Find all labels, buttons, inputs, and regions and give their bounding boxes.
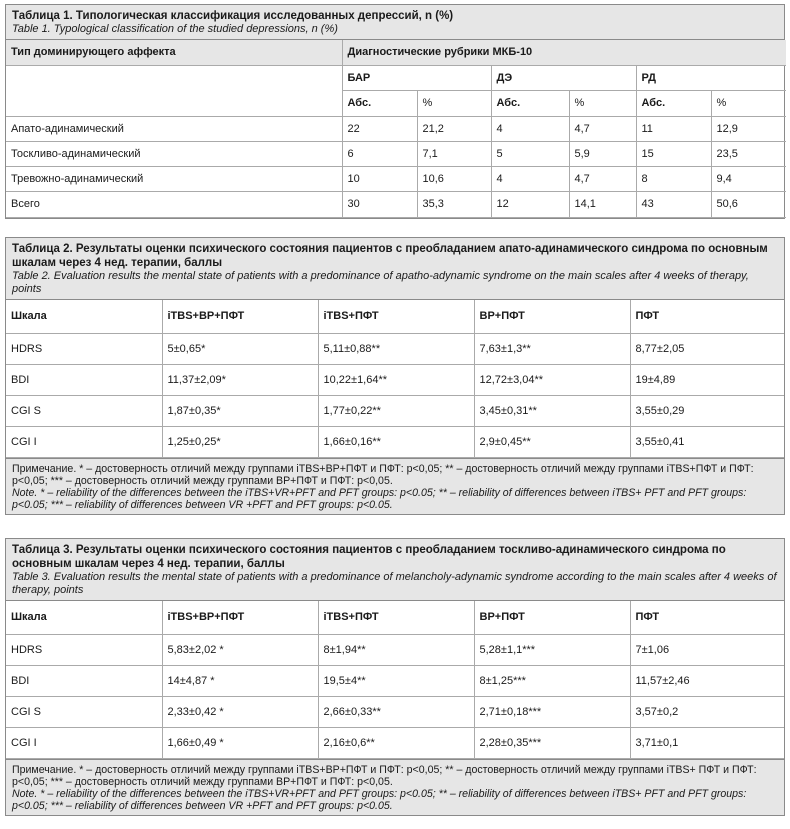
table-3: [5, 538, 785, 816]
table-1: [5, 4, 785, 219]
cell: 5: [491, 141, 569, 166]
cell: 4: [491, 166, 569, 191]
cell: 3,71±0,1: [630, 727, 784, 758]
table-2-title-ru: Таблица 2. Результаты оценки психического состояния пациентов с преобладанием апато-адинамического синдрома по основным шкалам через 4 нед. терапии, баллы: [12, 243, 768, 269]
t2-header-pft: ПФТ: [630, 300, 784, 333]
cell: 1,66±0,16**: [318, 426, 474, 457]
table-3-title-ru: Таблица 3. Результаты оценки психического состояния пациентов с преобладанием тоскливо-адинамического синдрома по основным шкалам через 4 нед. терапии, баллы: [12, 544, 726, 570]
cell: 21,2: [417, 116, 491, 141]
t1-group-bar: БАР: [342, 65, 491, 90]
cell: 14,1: [569, 191, 636, 217]
cell: 1,77±0,22**: [318, 395, 474, 426]
cell: 3,45±0,31**: [474, 395, 630, 426]
t1-sub-abs: Абс.: [491, 90, 569, 116]
row-label: CGI S: [6, 696, 162, 727]
cell: 15: [636, 141, 711, 166]
cell: 19±4,89: [630, 364, 784, 395]
cell: 7,1: [417, 141, 491, 166]
table-2-note-ru: Примечание. * – достоверность отличий между группами iTBS+ВР+ПФТ и ПФТ: p<0,05; ** – достоверность отличий между группами iTBS+ПФТ и ПФТ: p<0,05; *** – достоверность отличий между группами ВР+ПФТ и ПФТ: p<0,05.: [12, 462, 754, 487]
table-3-title-en: Table 3. Evaluation results the mental state of patients with a predominance of melancholy-adynamic syndrome according to the main scales after 4 weeks of therapy, points: [12, 571, 777, 596]
table-3-note: [6, 759, 784, 815]
t2-header-scale: Шкала: [6, 300, 162, 333]
cell: 5,9: [569, 141, 636, 166]
t1-sub-abs: Абс.: [342, 90, 417, 116]
t3-header-itbs-pft: iTBS+ПФТ: [318, 601, 474, 634]
cell: 5,83±2,02 *: [162, 634, 318, 665]
table-1-grid: [6, 40, 786, 218]
cell: 4,7: [569, 116, 636, 141]
t1-sub-abs: Абс.: [636, 90, 711, 116]
row-label: BDI: [6, 665, 162, 696]
cell: 14±4,87 *: [162, 665, 318, 696]
row-label: Тревожно-адинамический: [6, 166, 342, 191]
cell: 22: [342, 116, 417, 141]
table-row: [6, 426, 784, 457]
t1-sub-pct: %: [711, 90, 786, 116]
row-label: CGI S: [6, 395, 162, 426]
cell: 50,6: [711, 191, 786, 217]
row-label: Апато-адинамический: [6, 116, 342, 141]
cell: 1,66±0,49 *: [162, 727, 318, 758]
cell: 2,9±0,45**: [474, 426, 630, 457]
cell: 43: [636, 191, 711, 217]
cell: 6: [342, 141, 417, 166]
row-label: HDRS: [6, 634, 162, 665]
table-1-title-ru: Таблица 1. Типологическая классификация исследованных депрессий, n (%): [12, 10, 454, 22]
t3-header-scale: Шкала: [6, 601, 162, 634]
cell: 8: [636, 166, 711, 191]
cell: 7±1,06: [630, 634, 784, 665]
row-label: CGI I: [6, 727, 162, 758]
t1-sub-pct: %: [417, 90, 491, 116]
cell: 19,5±4**: [318, 665, 474, 696]
table-1-title-en: Table 1. Typological classification of the studied depressions, n (%): [12, 23, 338, 35]
cell: 2,71±0,18***: [474, 696, 630, 727]
cell: 8±1,25***: [474, 665, 630, 696]
table-2-grid: [6, 300, 784, 458]
cell: 5,11±0,88**: [318, 333, 474, 364]
cell: 9,4: [711, 166, 786, 191]
table-2-note-en: Note. * – reliability of the differences between the iTBS+VR+PFT and PFT groups: p<0.05; ** – reliability of differences between iTBS+ PFT and PFT groups: p<0.05; *** – reliability of differences between VR +PFT and PFT groups: p<0.05.: [12, 486, 747, 511]
cell: 4,7: [569, 166, 636, 191]
table-row: [6, 333, 784, 364]
table-row: [6, 665, 784, 696]
row-label: HDRS: [6, 333, 162, 364]
table-3-note-en: Note. * – reliability of the differences between the iTBS+VR+PFT and PFT groups: p<0.05; ** – reliability of differences between iTBS+ PFT and PFT groups: p<0.05; *** – reliability of differences between VR +PFT and PFT groups: p<0.05.: [12, 787, 747, 812]
cell: 3,57±0,2: [630, 696, 784, 727]
cell: 1,25±0,25*: [162, 426, 318, 457]
table-row: [6, 395, 784, 426]
row-label: CGI I: [6, 426, 162, 457]
t1-sub-pct: %: [569, 90, 636, 116]
cell: 23,5: [711, 141, 786, 166]
cell: 2,33±0,42 *: [162, 696, 318, 727]
cell: 12: [491, 191, 569, 217]
cell: 1,87±0,35*: [162, 395, 318, 426]
table-row: [6, 116, 786, 141]
cell: 4: [491, 116, 569, 141]
table-row: [6, 166, 786, 191]
table-3-note-ru: Примечание. * – достоверность отличий между группами iTBS+ВР+ПФТ и ПФТ: p<0,05; ** – достоверность отличий между группами iTBS+ ПФТ и ПФТ: p<0,05; *** – достоверность отличий между группами ВР+ПФТ и ПФТ: p<0,05.: [12, 763, 757, 788]
cell: 5±0,65*: [162, 333, 318, 364]
table-2: [5, 237, 785, 515]
cell: 3,55±0,29: [630, 395, 784, 426]
table-row: [6, 141, 786, 166]
cell: 2,66±0,33**: [318, 696, 474, 727]
table-2-note: [6, 458, 784, 514]
table-2-title-en: Table 2. Evaluation results the mental state of patients with a predominance of apatho-adynamic syndrome on the main scales after 4 weeks of therapy, points: [12, 270, 749, 295]
t1-header-affect: Тип доминирующего аффекта: [6, 40, 342, 65]
t1-group-rd: РД: [636, 65, 786, 90]
cell: 7,63±1,3**: [474, 333, 630, 364]
row-label: BDI: [6, 364, 162, 395]
cell: 10,22±1,64**: [318, 364, 474, 395]
table-row: [6, 696, 784, 727]
t3-header-itbs-vr-pft: iTBS+ВР+ПФТ: [162, 601, 318, 634]
cell: 8,77±2,05: [630, 333, 784, 364]
cell: 2,16±0,6**: [318, 727, 474, 758]
t2-header-itbs-vr-pft: iTBS+ВР+ПФТ: [162, 300, 318, 333]
table-row: [6, 727, 784, 758]
t1-header-empty: [6, 65, 342, 116]
t3-header-vr-pft: ВР+ПФТ: [474, 601, 630, 634]
t2-header-vr-pft: ВР+ПФТ: [474, 300, 630, 333]
table-3-grid: [6, 601, 784, 759]
cell: 10,6: [417, 166, 491, 191]
cell: 11: [636, 116, 711, 141]
cell: 12,72±3,04**: [474, 364, 630, 395]
table-row: [6, 364, 784, 395]
t1-header-rubrics: Диагностические рубрики МКБ-10: [342, 40, 786, 65]
cell: 11,37±2,09*: [162, 364, 318, 395]
row-label: Всего: [6, 191, 342, 217]
cell: 10: [342, 166, 417, 191]
cell: 35,3: [417, 191, 491, 217]
t2-header-itbs-pft: iTBS+ПФТ: [318, 300, 474, 333]
cell: 30: [342, 191, 417, 217]
t3-header-pft: ПФТ: [630, 601, 784, 634]
cell: 3,55±0,41: [630, 426, 784, 457]
table-3-caption: [6, 539, 784, 601]
cell: 8±1,94**: [318, 634, 474, 665]
cell: 2,28±0,35***: [474, 727, 630, 758]
cell: 5,28±1,1***: [474, 634, 630, 665]
table-row: [6, 191, 786, 217]
cell: 12,9: [711, 116, 786, 141]
t1-group-de: ДЭ: [491, 65, 636, 90]
row-label: Тоскливо-адинамический: [6, 141, 342, 166]
cell: 11,57±2,46: [630, 665, 784, 696]
table-1-caption: [6, 5, 784, 40]
table-row: [6, 634, 784, 665]
table-2-caption: [6, 238, 784, 300]
